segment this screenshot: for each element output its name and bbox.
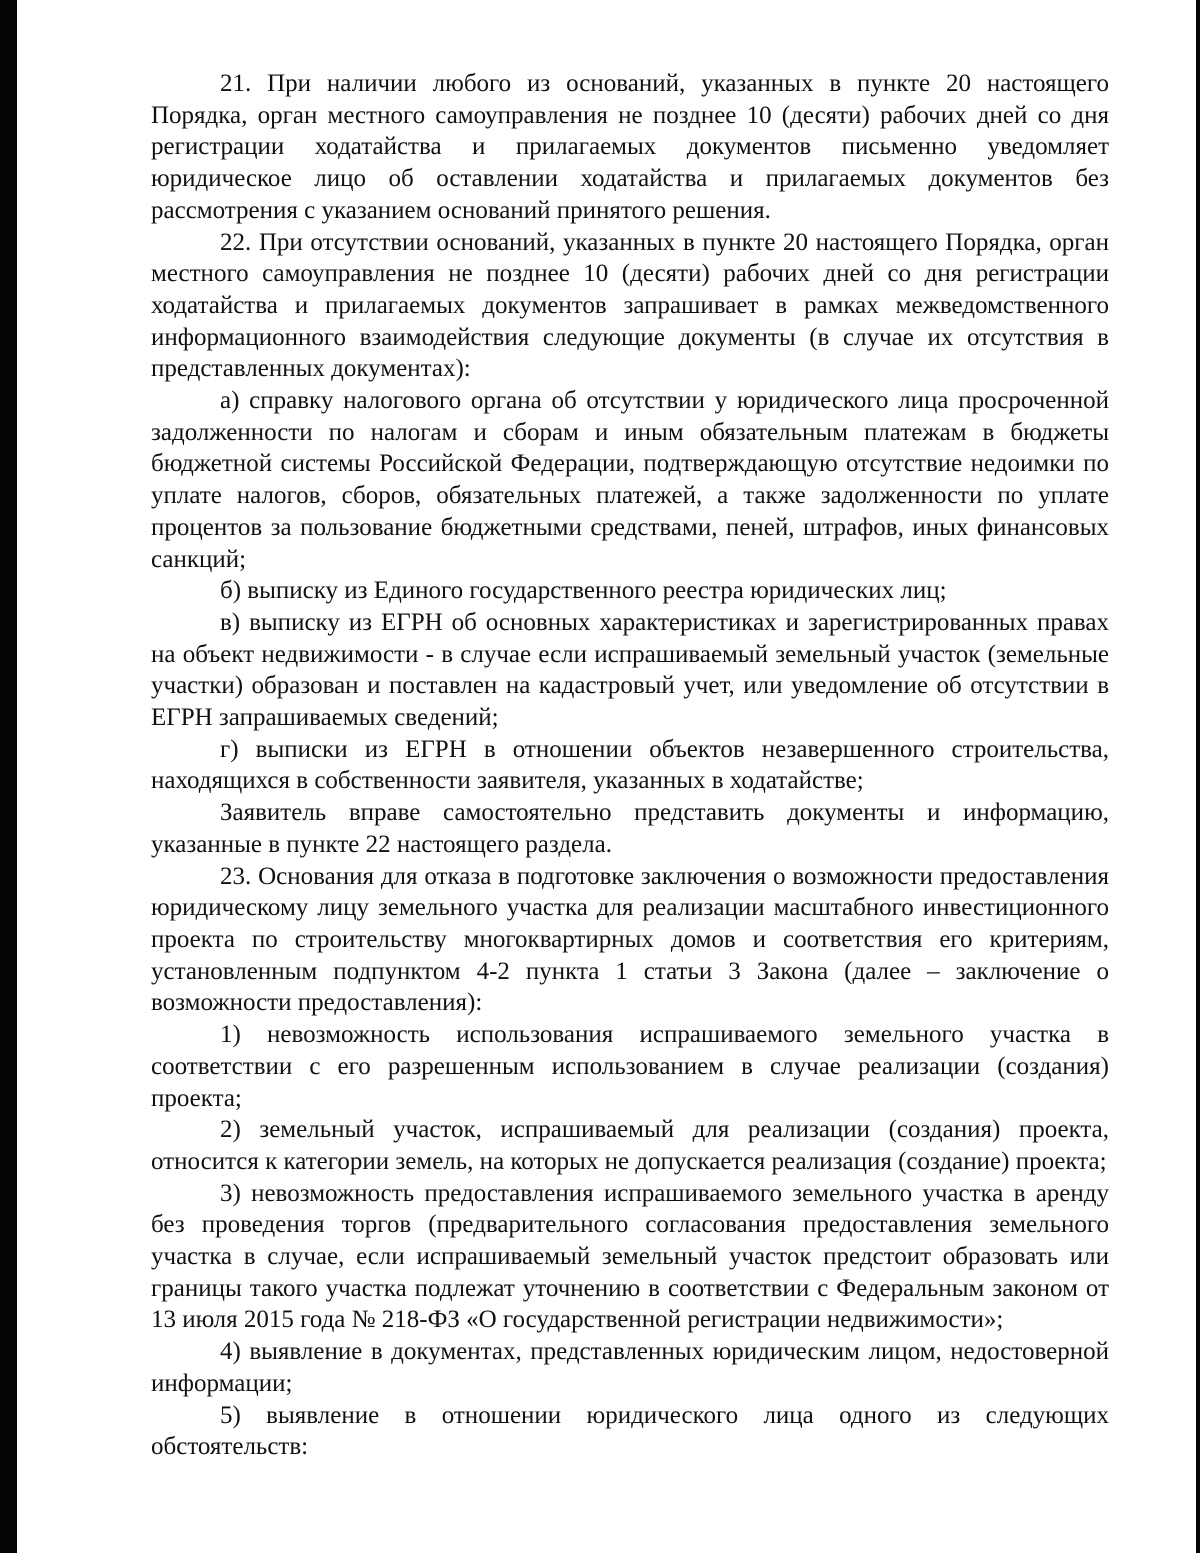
paragraph-22-g: г) выписки из ЕГРН в отношении объектов незавершенного строительства, находящихся в собственности заявителя, указанных в ходатайстве; <box>151 735 1109 795</box>
paragraph-23-1: 1) невозможность использования испрашиваемого земельного участка в соответствии с его разрешенным использованием в случае реализации (создания) проекта; <box>151 1021 1109 1112</box>
scan-border-left <box>0 0 17 1553</box>
paragraph-22-a: а) справку налогового органа об отсутствии у юридического лица просроченной задолженности по налогам и сборам и иным обязательным платежам в бюджеты бюджетной системы Российской Федерации, подтверждающую отсутствие недоимки по уплате налогов, сборов, обязательных платежей, а также задолженности по уплате процентов за пользование бюджетными средствами, пеней, штрафов, иных финансовых санкций; <box>151 387 1109 573</box>
paragraph-22-b: б) выписку из Единого государственного реестра юридических лиц; <box>220 577 947 605</box>
paragraph-21: 21. При наличии любого из оснований, указанных в пункте 20 настоящего Порядка, орган местного самоуправления не позднее 10 (десяти) рабочих дней со дня регистрации ходатайства и прилагаемых документов письменно уведомляет юридическое лицо об оставлении ходатайства и прилагаемых документов без рассмотрения с указанием оснований принятого решения. <box>151 70 1109 224</box>
scan-border-right <box>1196 0 1200 1553</box>
paragraph-22: 22. При отсутствии оснований, указанных в пункте 20 настоящего Порядка, орган местного самоуправления не позднее 10 (десяти) рабочих дней со дня регистрации ходатайства и прилагаемых документов запрашивает в рамках межведомственного информационного взаимодействия следующие документы (в случае их отсутствия в представленных документах): <box>151 228 1109 383</box>
paragraph-23-3: 3) невозможность предоставления испрашиваемого земельного участка в аренду без проведения торгов (предварительного согласования предоставления земельного участка в случае, если испрашиваемый земельный участок предстоит образовать или границы такого участка подлежат уточнению в соответствии с Федеральным законом от 13 июля 2015 года № 218-ФЗ «О государственной регистрации недвижимости»; <box>151 1179 1109 1334</box>
paragraph-applicant-note: Заявитель вправе самостоятельно представить документы и информацию, указанные в пункте 22 настоящего раздела. <box>151 799 1109 858</box>
paragraph-23-5: 5) выявление в отношении юридического лица одного из следующих обстоятельств: <box>151 1401 1109 1461</box>
document-body <box>151 68 1109 1463</box>
paragraph-23-2: 2) земельный участок, испрашиваемый для реализации (создания) проекта, относится к категории земель, на которых не допускается реализация (создание) проекта; <box>151 1116 1109 1175</box>
paragraph-23: 23. Основания для отказа в подготовке заключения о возможности предоставления юридическому лицу земельного участка для реализации масштабного инвестиционного проекта по строительству многоквартирных домов и соответствия его критериям, установленным подпунктом 4-2 пункта 1 статьи 3 Закона (далее – заключение о возможности предоставления): <box>151 862 1109 1017</box>
paragraph-23-4: 4) выявление в документах, представленных юридическим лицом, недостоверной информации; <box>151 1338 1109 1397</box>
paragraph-22-v: в) выписку из ЕГРН об основных характеристиках и зарегистрированных правах на объект недвижимости - в случае если испрашиваемый земельный участок (земельные участки) образован и поставлен на кадастровый учет, или уведомление об отсутствии в ЕГРН запрашиваемых сведений; <box>151 608 1109 732</box>
